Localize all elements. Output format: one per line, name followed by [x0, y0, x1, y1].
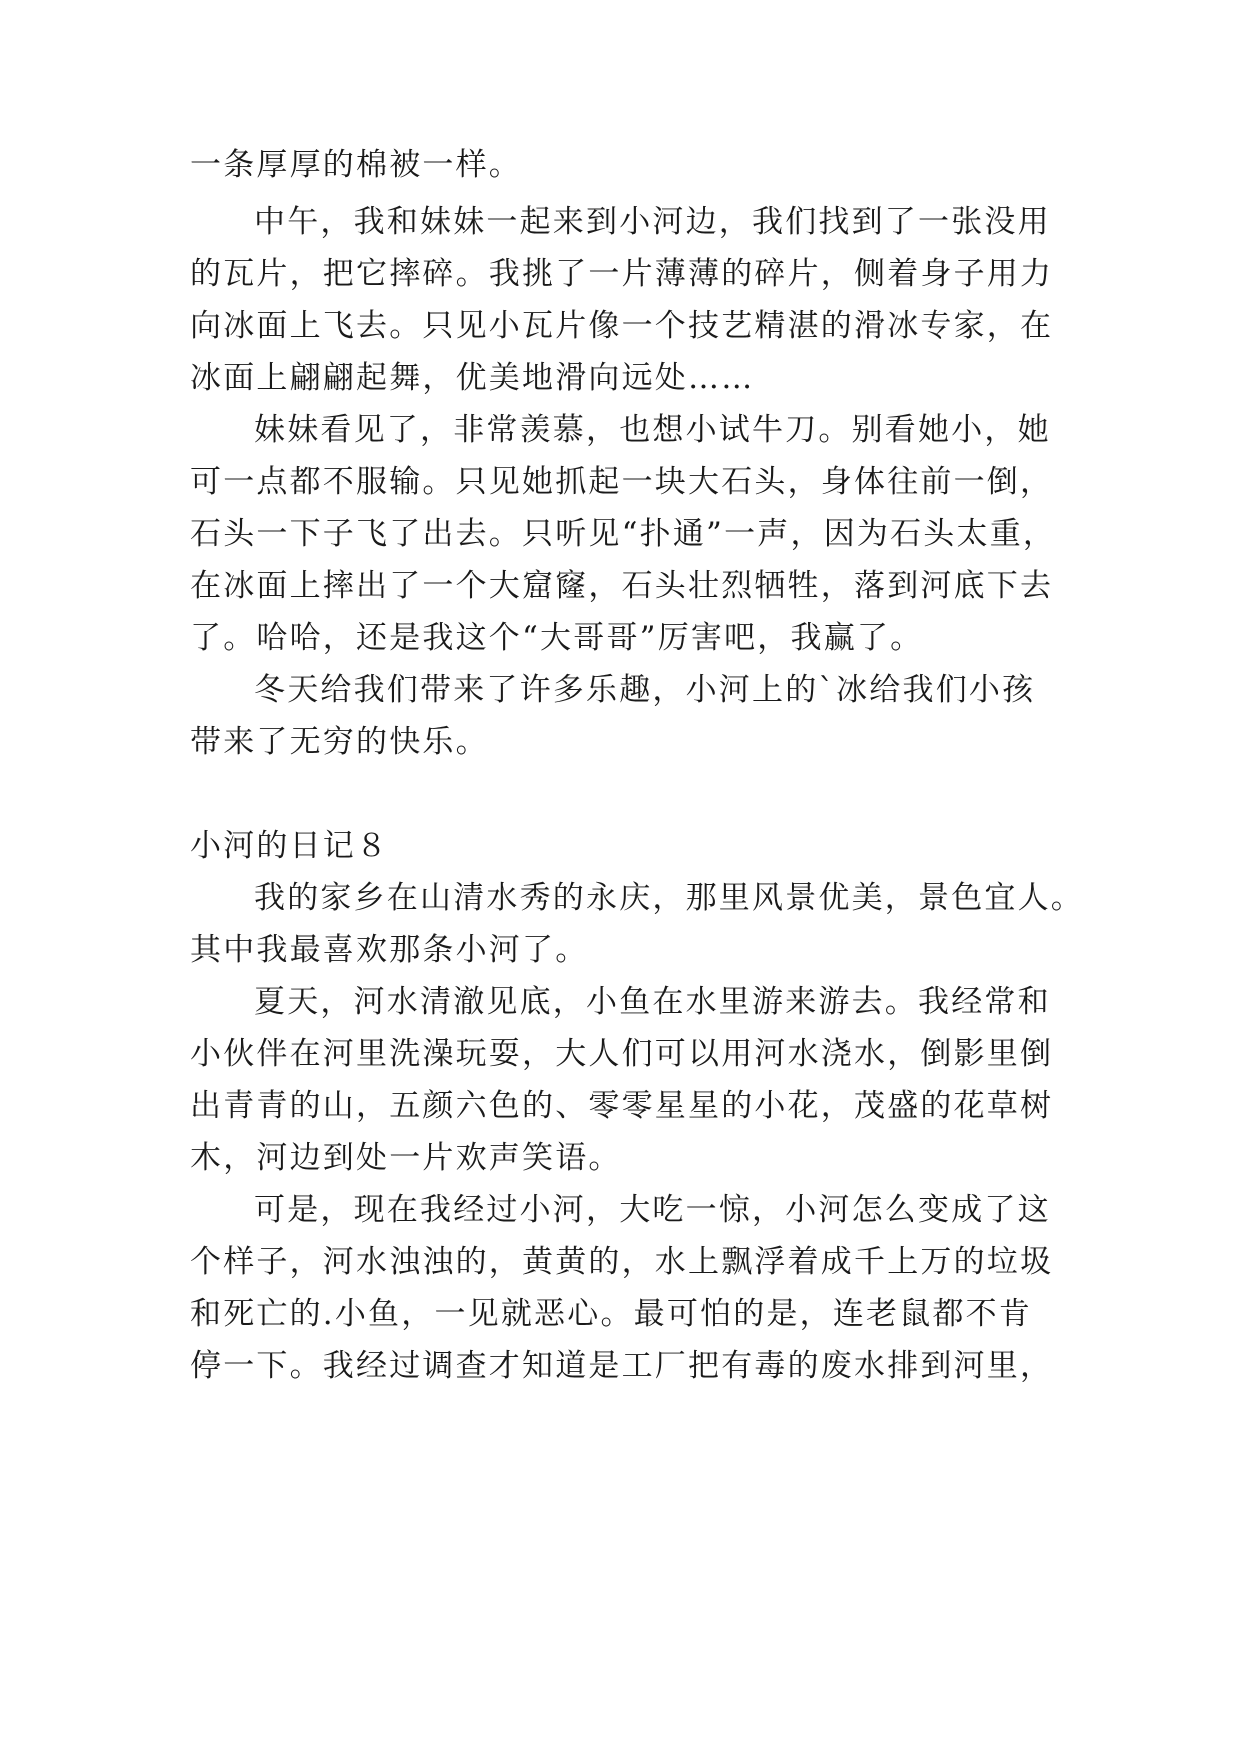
text-line: 木，河边到处一片欢声笑语。	[190, 1140, 622, 1176]
paragraph-start-line: 冬天给我们带来了许多乐趣，小河上的`冰给我们小孩	[254, 672, 1036, 708]
paragraph-start-line: 我的家乡在山清水秀的永庆，那里风景优美，景色宜人。	[254, 880, 1084, 916]
text-line: 个样子，河水浊浊的，黄黄的，水上飘浮着成千上万的垃圾	[190, 1244, 1054, 1280]
text-line: 向冰面上飞去。只见小瓦片像一个技艺精湛的滑冰专家，在	[190, 308, 1054, 344]
paragraph-start-line: 可是，现在我经过小河，大吃一惊，小河怎么变成了这	[254, 1192, 1051, 1228]
text-line: 可一点都不服输。只见她抓起一块大石头，身体往前一倒，	[190, 464, 1054, 500]
text-line: 冰面上翩翩起舞，优美地滑向远处……	[190, 360, 755, 396]
text-line: 的瓦片，把它摔碎。我挑了一片薄薄的碎片，侧着身子用力	[190, 256, 1054, 292]
paragraph-start-line: 夏天，河水清澈见底，小鱼在水里游来游去。我经常和	[254, 984, 1051, 1020]
text-line: 一条厚厚的棉被一样。	[190, 147, 522, 183]
text-line: 其中我最喜欢那条小河了。	[190, 932, 589, 968]
text-line: 出青青的山，五颜六色的、零零星星的小花，茂盛的花草树	[190, 1088, 1054, 1124]
text-line: 在冰面上摔出了一个大窟窿，石头壮烈牺牲，落到河底下去	[190, 568, 1054, 604]
text-line: 和死亡的.小鱼，一见就恶心。最可怕的是，连老鼠都不肯	[190, 1296, 1033, 1332]
text-line: 停一下。我经过调查才知道是工厂把有毒的废水排到河里，	[190, 1348, 1054, 1384]
text-line: 了。哈哈，还是我这个“大哥哥”厉害吧，我赢了。	[190, 620, 924, 656]
paragraph-start-line: 妹妹看见了，非常羡慕，也想小试牛刀。别看她小，她	[254, 412, 1051, 448]
text-line: 石头一下子飞了出去。只听见“扑通”一声，因为石头太重，	[190, 516, 1057, 552]
text-line: 小伙伴在河里洗澡玩耍，大人们可以用河水浇水，倒影里倒	[190, 1036, 1054, 1072]
text-line: 带来了无穷的快乐。	[190, 724, 489, 760]
section-title: 小河的日记８	[190, 828, 390, 864]
paragraph-start-line: 中午，我和妹妹一起来到小河边，我们找到了一张没用	[254, 204, 1051, 240]
